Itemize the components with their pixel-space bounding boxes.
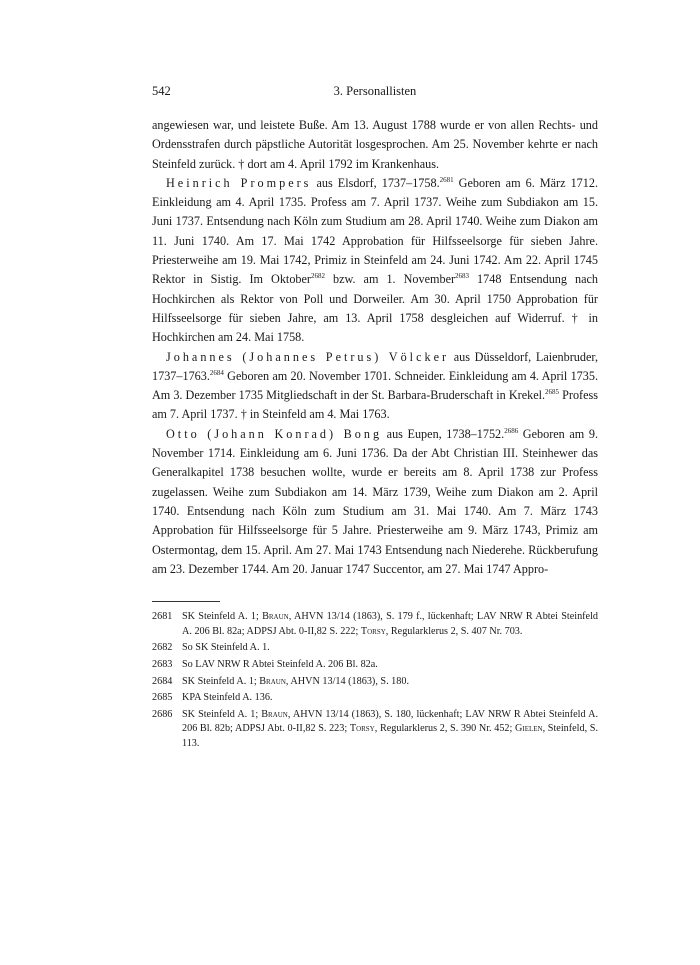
footnote-divider: [152, 601, 220, 602]
entry-voelcker: Johannes (Johannes Petrus) Völcker aus Düsseldorf, Laienbruder, 1737–1763.$^{2684}$ Geboren am 20. November 1701. Schneider. Einkleidung am 4. April 1735. Am 3. Dezember 1735 Mitgliedschaft in der St. Barbara-Bruderschaft in Krekel.$^{2685}$ Profess am 7. April 1737. † in Steinfeld am 4. Mai 1763.: [152, 349, 598, 422]
footnote-marker[interactable]: 2686: [504, 426, 519, 435]
footnote-text: So SK Steinfeld A. 1.: [182, 642, 270, 654]
entry-bong: Otto (Johann Konrad) Bong aus Eupen, 1738–1752.$^{2686}$ Geboren am 9. November 1714. Einkleidung am 6. Juni 1736. Da der Abt Christian III. Steinhewer das Generalkapitel 1738 besuchen wollte, wurde er bereits am 8. April 1738 zur Profess zugelassen. Weihe zum Subdiakon am 14. März 1739, Weihe zum Diakon am 2. April 1740. Entsendung nach Köln zum Studium am 31. Mai 1740. Am 7. März 1743 Approbation für Hilfsseelsorge für 5 Jahre. Priesterweihe am 9. März 1743, Primiz am Ostermontag, dem 15. April. Am 27. Mai 1743 Entsendung nach Niederehe. Rückberufung am 23. Dezember 1744. Am 20. Januar 1747 Succentor, am 27. Mai 1747 Appro-: [152, 426, 598, 576]
running-title: 3. Personallisten: [333, 84, 417, 98]
footnote-text: KPA Steinfeld A. 136.: [182, 692, 273, 704]
footnote-marker[interactable]: 2684: [209, 368, 224, 377]
main-text: [152, 116, 598, 579]
footnote-number: 2681: [152, 611, 173, 623]
continued-paragraph: angewiesen war, und leistete Buße. Am 13. August 1788 wurde er von allen Rechts- und Ordensstrafen durch päpstliche Autorität losgesprochen. Am 25. November kehrte er nach Steinfeld zurück. † dort am 4. April 1792 im Krankenhaus.: [152, 118, 598, 171]
person-name: Otto (Johann Konrad) Bong: [166, 426, 383, 441]
footnote-2681: [152, 610, 598, 639]
footnote-2682: [152, 641, 598, 656]
person-name: Johannes (Johannes Petrus) Völcker: [166, 349, 450, 364]
person-name: Heinrich Prompers: [166, 175, 312, 190]
footnote-number: 2686: [152, 708, 173, 720]
footnote-number: 2682: [152, 642, 173, 654]
footnote-marker[interactable]: 2682: [310, 272, 325, 281]
footnote-text: SK Steinfeld A. 1; Braun, AHVN 13/14 (1863), S. 180.: [182, 675, 410, 687]
footnote-marker[interactable]: 2681: [439, 175, 454, 184]
footnote-text: SK Steinfeld A. 1; Braun, AHVN 13/14 (1863), S. 180, lückenhaft; LAV NRW R Abtei Steinfeld A. 206 Bl. 82b; ADPSJ Abt. 0-II,82 S. 223; Torsy, Regularklerus 2, S. 390 Nr. 452; Gielen, Steinfeld, S. 113.: [182, 708, 598, 749]
footnote-marker[interactable]: 2683: [455, 272, 470, 281]
footnote-2683: [152, 658, 598, 673]
entry-prompers: Heinrich Prompers aus Elsdorf, 1737–1758.$^{2681}$ Geboren am 6. März 1712. Einkleidung am 4. April 1735. Profess am 7. April 1737. Weihe zum Subdiakon am 15. Juni 1737. Entsendung nach Köln zum Studium am 28. April 1740. Weihe zum Diakon am 11. Juni 1740. Am 17. Mai 1742 Approbation für Hilfsseelsorge für sieben Jahre. Priesterweihe am 19. Mai 1742, Primiz in Steinfeld am 24. Juni 1742. Am 22. April 1745 Rektor in Sistig. Im Oktober$^{2682}$ bzw. am 1. November$^{2683}$ 1748 Entsendung nach Hochkirchen als Rektor von Poll und Dorweiler. Am 30. April 1750 Approbation für Hilfsseelsorge für sieben Jahre, am 13. April 1758 desgleichen auf Widerruf. † in Hochkirchen am 24. Mai 1758.: [152, 175, 598, 345]
footnote-text: SK Steinfeld A. 1; Braun, AHVN 13/14 (1863), S. 179 f., lückenhaft; LAV NRW R Abtei Steinfeld A. 206 Bl. 82a; ADPSJ Abt. 0-II,82 S. 222; Torsy, Regularklerus 2, S. 407 Nr. 703.: [182, 611, 599, 637]
footnote-2684: [152, 675, 598, 690]
footnote-2685: [152, 691, 598, 706]
footnote-text: So LAV NRW R Abtei Steinfeld A. 206 Bl. 82a.: [182, 658, 378, 670]
page-number: 542: [152, 84, 171, 98]
footnote-number: 2683: [152, 658, 173, 670]
footnote-number: 2684: [152, 675, 173, 687]
page-header: [152, 84, 598, 104]
footnote-marker[interactable]: 2685: [545, 388, 560, 397]
footnote-number: 2685: [152, 692, 173, 704]
footnote-2686: [152, 708, 598, 752]
page: [152, 84, 598, 753]
footnotes: [152, 610, 598, 751]
